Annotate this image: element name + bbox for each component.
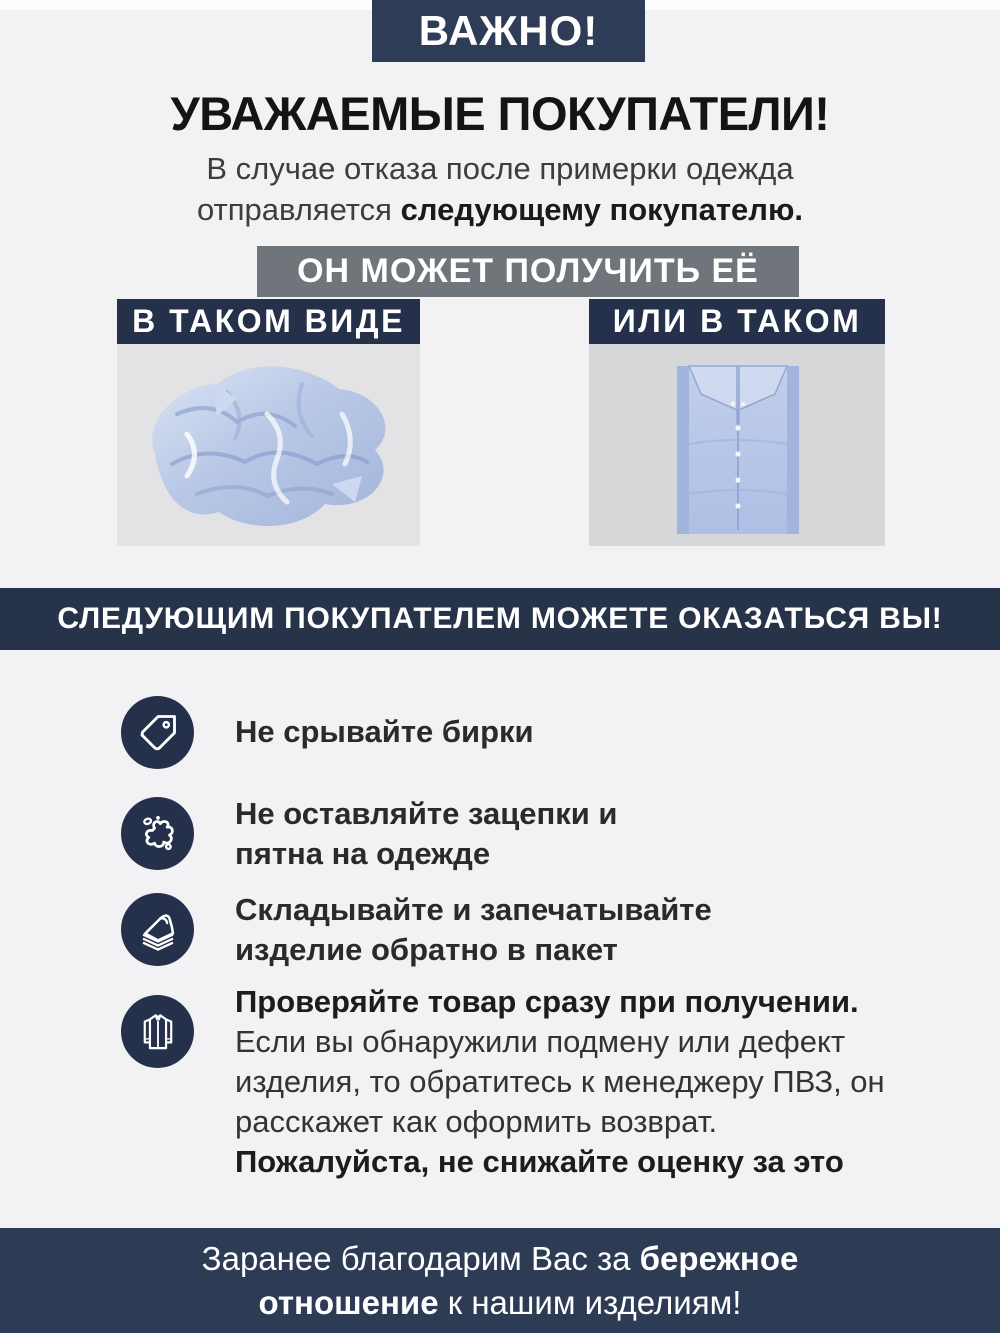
receive-banner xyxy=(257,246,799,297)
right-column-label xyxy=(589,299,885,344)
footer-line1-regular: Заранее благодарим Вас за xyxy=(201,1239,640,1277)
warning-banner xyxy=(0,588,1000,650)
footer-text xyxy=(202,1237,799,1325)
tag-icon-glyph xyxy=(136,711,180,755)
footer-line2-regular: к нашим изделиям! xyxy=(438,1283,742,1321)
rule-3-line1: Складывайте и запечатывайте xyxy=(235,892,712,927)
rule-4-text xyxy=(235,982,885,1182)
stack-icon-glyph xyxy=(135,907,181,953)
shirt-icon-glyph xyxy=(135,1009,181,1055)
shirt-icon xyxy=(121,995,194,1068)
rule-4-lead: Проверяйте товар сразу при получении. xyxy=(235,984,859,1019)
rule-2-text xyxy=(235,794,617,874)
wrinkled-shirt-photo xyxy=(117,344,420,546)
folded-shirt-photo xyxy=(589,344,885,546)
intro-line2 xyxy=(0,189,1000,230)
important-badge-label: ВАЖНО! xyxy=(418,7,599,54)
rule-2-line2: пятна на одежде xyxy=(235,836,491,871)
left-column-label-text: В ТАКОМ ВИДЕ xyxy=(132,303,405,339)
rule-3-text xyxy=(235,890,712,970)
intro-line2-regular: отправляется xyxy=(196,192,401,227)
left-column-label xyxy=(117,299,420,344)
footer-banner xyxy=(0,1228,1000,1333)
stain-icon-glyph xyxy=(135,811,181,857)
intro-line2-bold: следующему покупателю. xyxy=(400,192,804,227)
folded-shirt-illustration xyxy=(589,344,885,546)
stain-icon xyxy=(121,797,194,870)
rule-4-tail: Пожалуйста, не снижайте оценку за это xyxy=(235,1144,844,1179)
rule-2-line1: Не оставляйте зацепки и xyxy=(235,796,618,831)
footer-line1 xyxy=(202,1237,799,1281)
warning-banner-label: СЛЕДУЮЩИМ ПОКУПАТЕЛЕМ МОЖЕТЕ ОКАЗАТЬСЯ ВЫ! xyxy=(57,602,943,635)
important-badge xyxy=(372,0,645,62)
rule-3-line2: изделие обратно в пакет xyxy=(235,932,618,967)
stack-icon xyxy=(121,893,194,966)
footer-line2 xyxy=(202,1281,799,1325)
rule-1-line1: Не срывайте бирки xyxy=(235,714,534,749)
rule-4-body1: Если вы обнаружили подмену или дефект xyxy=(235,1024,846,1059)
tag-icon xyxy=(121,696,194,769)
receive-banner-label: ОН МОЖЕТ ПОЛУЧИТЬ ЕЁ xyxy=(297,252,759,290)
wrinkled-shirt-illustration xyxy=(117,344,420,546)
footer-line2-bold: отношение xyxy=(258,1283,439,1321)
page-title: УВАЖАЕМЫЕ ПОКУПАТЕЛИ! xyxy=(170,87,830,140)
rule-4-body3: расскажет как оформить возврат. xyxy=(235,1104,718,1139)
right-column-label-text: ИЛИ В ТАКОМ xyxy=(612,303,862,339)
intro-line1: В случае отказа после примерки одежда xyxy=(206,151,794,186)
rule-4-body2: изделия, то обратитесь к менеджеру ПВЗ, он xyxy=(235,1064,885,1099)
intro-paragraph xyxy=(0,148,1000,230)
rule-1-text xyxy=(235,712,534,752)
footer-line1-bold: бережное xyxy=(639,1239,799,1277)
